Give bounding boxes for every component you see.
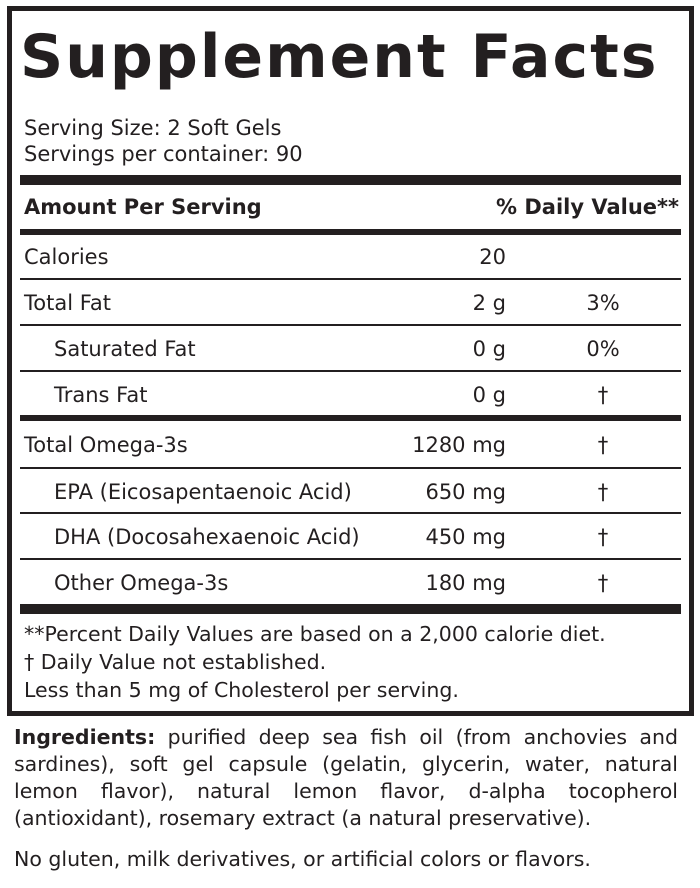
nutrient-amount: 0 g: [472, 383, 506, 407]
omega-name: Total Omega-3s: [24, 433, 188, 457]
medium-divider: [20, 415, 681, 421]
ingredients-paragraph: [14, 724, 678, 832]
nutrient-name: Total Fat: [24, 291, 111, 315]
nutrient-row-total-fat: [24, 281, 681, 325]
omega-amount: 180 mg: [425, 571, 506, 595]
serving-size: Serving Size: 2 Soft Gels: [24, 116, 282, 140]
omega-daily-value: †: [597, 433, 609, 457]
row-divider: [20, 467, 681, 469]
nutrient-amount: 2 g: [472, 291, 506, 315]
allergen-disclaimer: No gluten, milk derivatives, or artificial colors or flavors.: [14, 847, 591, 871]
panel-title: Supplement Facts: [20, 22, 659, 92]
ingredients-text: purified deep sea fish oil (from anchovies and sardines), soft gel capsule (gelatin, glycerin, water, natural lemon flavor), natural lemon flavor, d-alpha tocopherol (antioxidant), rosemary extract (a natural preservative).: [14, 725, 678, 830]
omega-name: DHA (Docosahexaenoic Acid): [54, 525, 360, 549]
omega-name: Other Omega-3s: [54, 571, 229, 595]
omega-amount: 450 mg: [425, 525, 506, 549]
footnote-daily-values: **Percent Daily Values are based on a 2,000 calorie diet.: [24, 622, 606, 646]
nutrient-daily-value: 3%: [586, 291, 620, 315]
thick-divider: [20, 604, 681, 614]
amount-per-serving-label: Amount Per Serving: [24, 195, 262, 219]
omega-amount: 650 mg: [425, 480, 506, 504]
nutrient-daily-value: 0%: [586, 337, 620, 361]
nutrient-row-calories: [24, 235, 681, 279]
footnote-not-established: † Daily Value not established.: [24, 650, 327, 674]
nutrient-amount: 20: [479, 245, 506, 269]
nutrient-row-trans-fat: [24, 373, 681, 417]
row-divider: [20, 278, 681, 280]
thick-divider: [20, 175, 681, 185]
nutrient-name: Trans Fat: [54, 383, 148, 407]
row-divider: [20, 512, 681, 514]
supplement-facts-panel: [7, 6, 694, 716]
ingredients-label: Ingredients:: [14, 725, 156, 749]
omega-name: EPA (Eicosapentaenoic Acid): [54, 480, 352, 504]
nutrient-name: Calories: [24, 245, 109, 269]
omega-daily-value: †: [597, 480, 609, 504]
nutrient-name: Saturated Fat: [54, 337, 196, 361]
omega-daily-value: †: [597, 525, 609, 549]
nutrient-amount: 0 g: [472, 337, 506, 361]
omega-daily-value: †: [597, 571, 609, 595]
omega-row-other: [24, 561, 681, 605]
row-divider: [20, 324, 681, 326]
nutrient-row-saturated-fat: [24, 327, 681, 371]
row-divider: [20, 558, 681, 560]
header-row: [24, 185, 681, 229]
omega-row-epa: [24, 470, 681, 514]
omega-row-total: [24, 423, 681, 467]
nutrient-daily-value: †: [597, 383, 609, 407]
footnote-cholesterol: Less than 5 mg of Cholesterol per serving.: [24, 678, 459, 702]
omega-amount: 1280 mg: [412, 433, 506, 457]
row-divider: [20, 370, 681, 372]
daily-value-label: % Daily Value**: [496, 195, 679, 219]
servings-per-container: Servings per container: 90: [24, 142, 303, 166]
omega-row-dha: [24, 515, 681, 559]
